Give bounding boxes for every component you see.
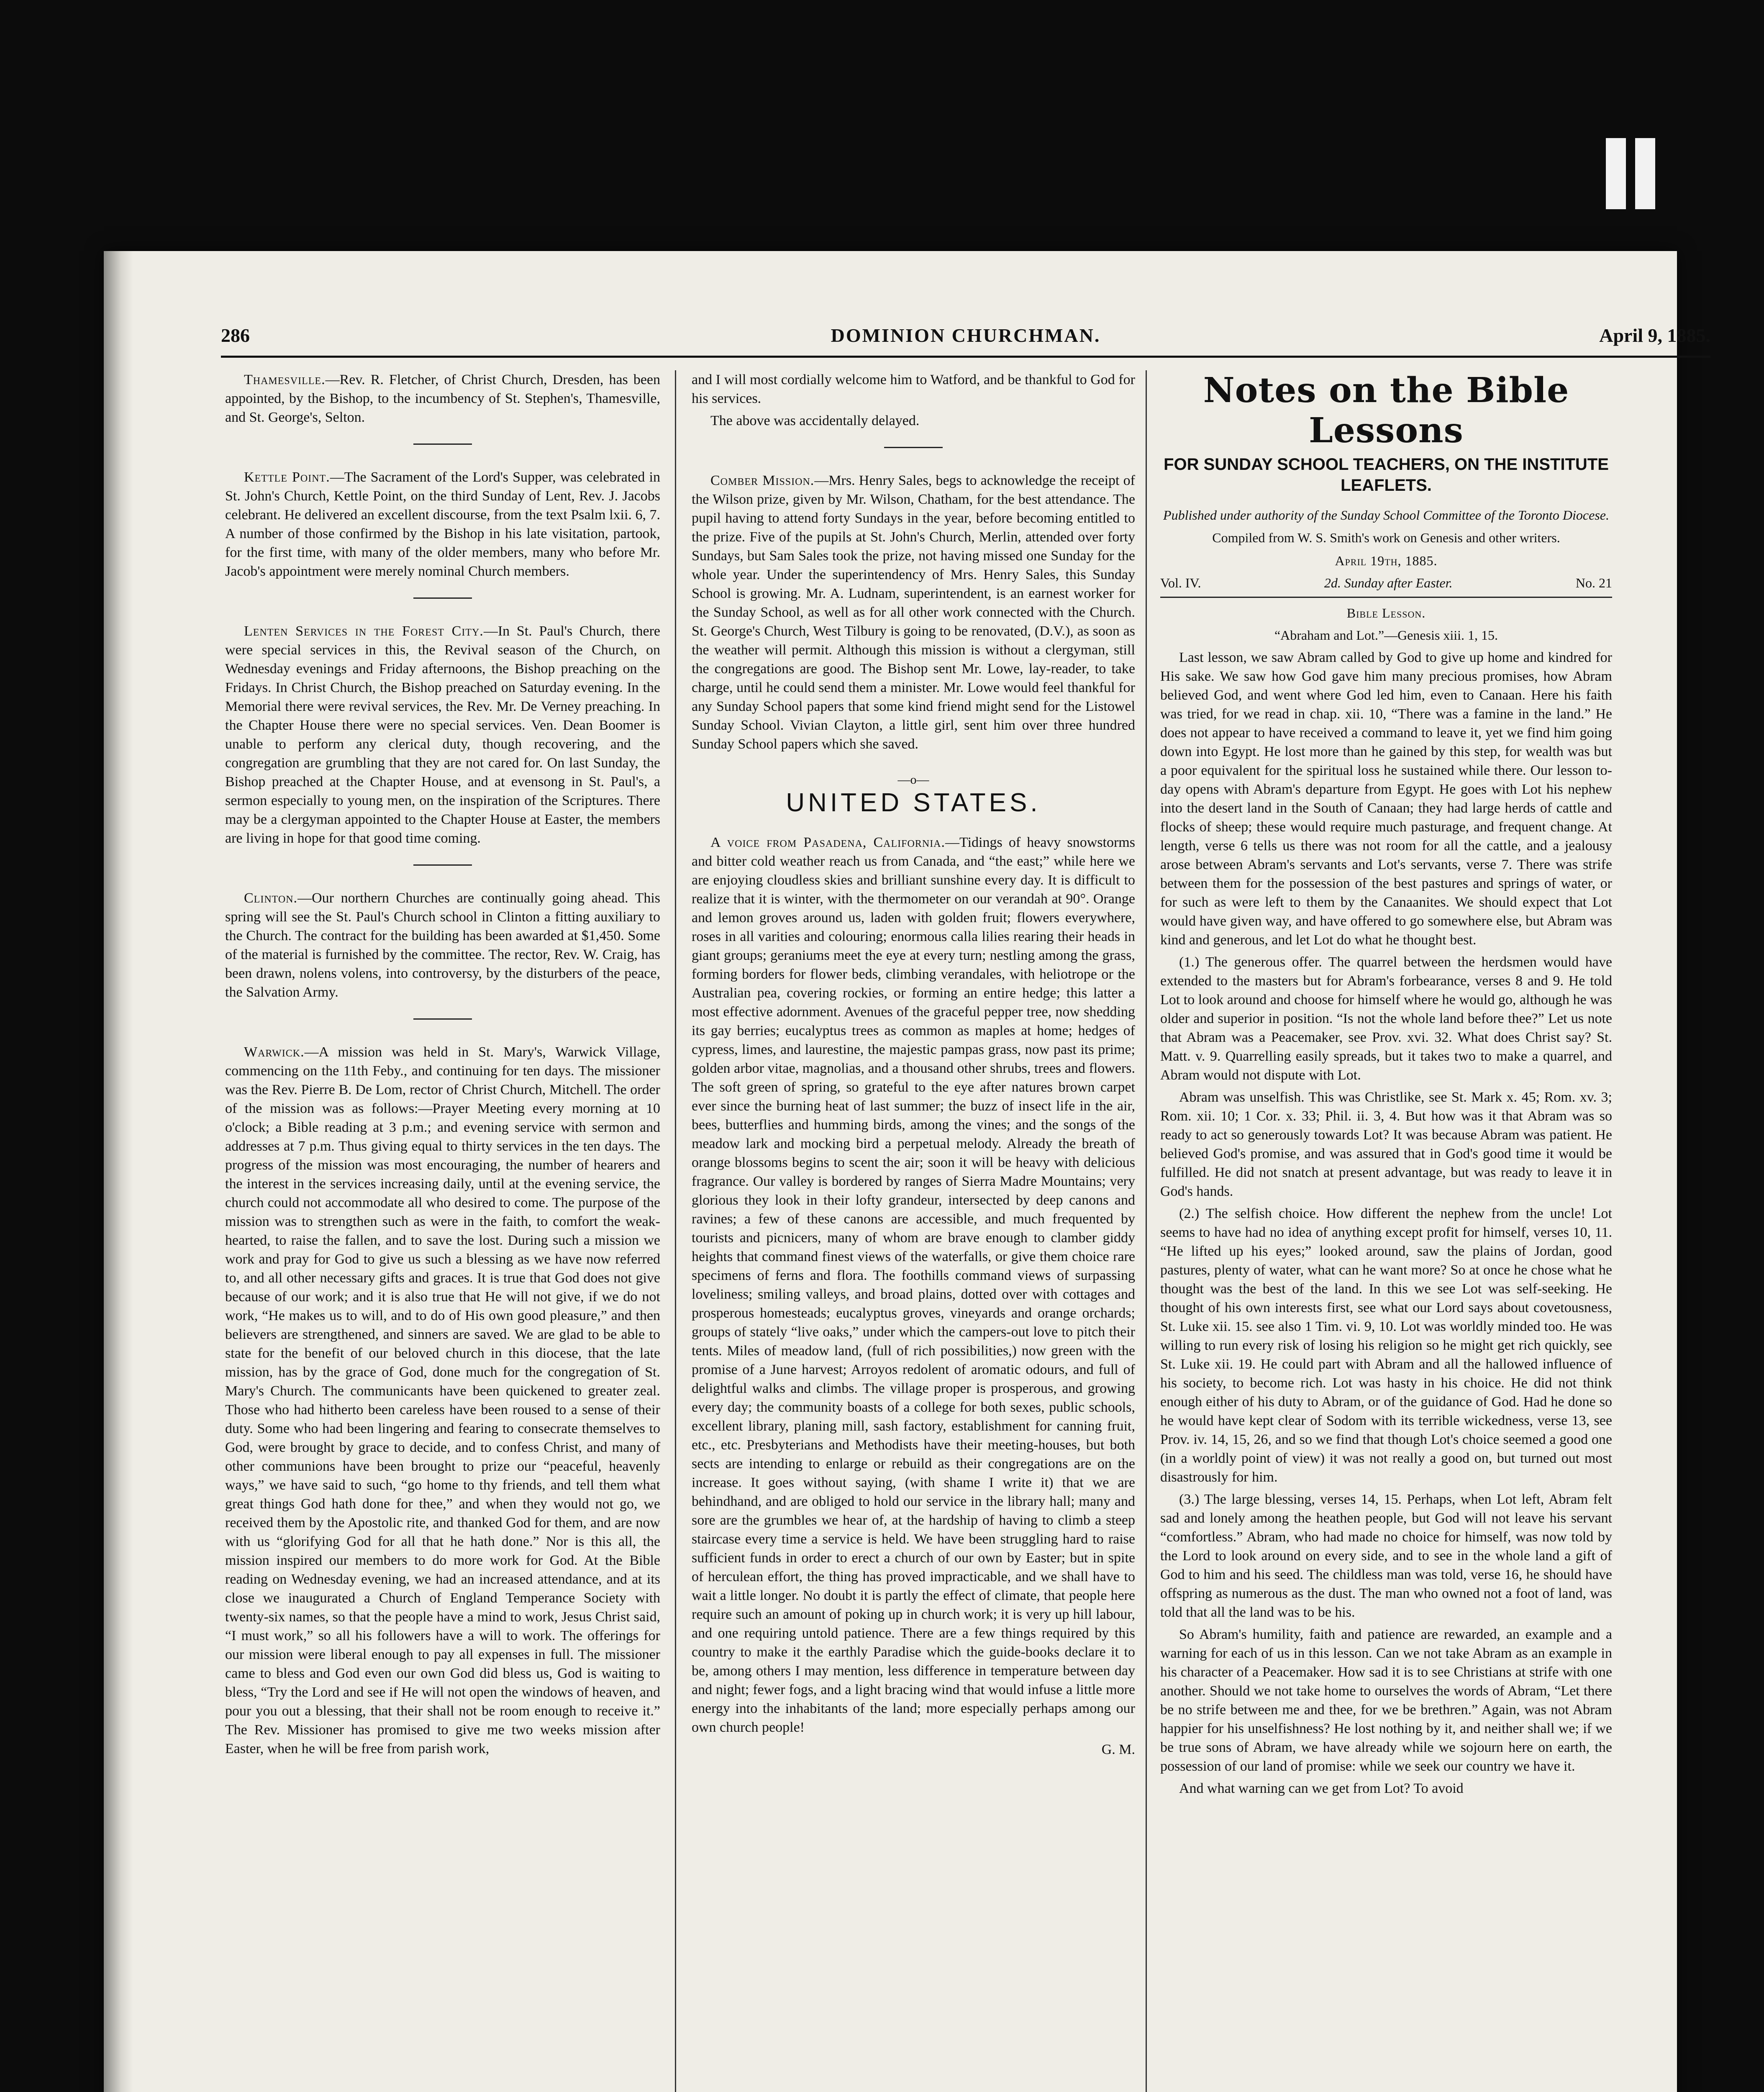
lesson-paragraph: Last lesson, we saw Abram called by God to give up home and kindred for His sake. We saw how God gave him many precious promises, how Abram believed God, and went where God led him, even to Canaan. Here his faith was tried, for we read in chap. xii. 10, “There was a famine in the land.” He does not appear to have received a command to leave it, yet we find him going down into Egypt. He lost more than he gained by this step, for wealth was but a poor equivalent for the spiritual loss he sustained while there. Our lesson to-day opens with Abram's departure from Egypt. He goes with Lot his nephew into the desert land in the South of Canaan; they had large herds of cattle and flocks of sheep; these would require much pasturage, and frequent change. At length, verse 6 tells us there was not room for all the cattle, and a jealousy arose between Abram's servants and Lot's servants, verse 7. There was strife between them for the possession of the best pastures and springs of water, or for such as were left to them by the Canaanites. We should expect that Lot would have given way, and have offered to go somewhere else, but Abram was kind and generous, and let Lot do what he thought best. <box>1160 650 1612 948</box>
article-lenten-services <box>225 622 660 848</box>
compiled-note: Compiled from W. S. Smith's work on Genesis and other writers. <box>1212 530 1560 545</box>
article-text: —Rev. R. Fletcher, of Christ Church, Dresden, has been appointed, by the Bishop, to the incumbency of St. Stephen's, Thamesville, and St. George's, Selton. <box>225 372 660 425</box>
column-1 <box>225 370 660 1775</box>
separator <box>413 444 472 445</box>
article-text: —Mrs. Henry Sales, begs to acknowledge the receipt of the Wilson prize, given by Mr. Wilson, Chatham, for the best attendance. The pupil having to attend forty Sundays in the year, before becoming entitled to the prize. Five of the pupils at St. John's Church, Merlin, attended over forty Sundays, but Sam Sales took the prize, not having missed one Sunday for the whole year. Under the superintendency of Mrs. Henry Sales, this Sunday School is growing. Mr. A. Ludnam, superintendent, is an earnest worker for the Sunday School, as well as for all other work connected with the Church. St. George's Church, West Tilbury is going to be renovated, (D.V.), as soon as the weather will permit. Although this mission is without a clergyman, still the congregations are good. The Bishop sent Mr. Lowe, lay-reader, to take charge, until he could send them a minister. Mr. Lowe would feel thankful for any Sunday School papers that some kind friend might send for the Listowel Sunday School. Vivian Clayton, a little girl, sent him over three hundred Sunday School papers which she saved. <box>692 473 1135 752</box>
film-reel-mark-top <box>1597 138 1659 209</box>
article-pasadena <box>692 833 1135 1759</box>
separator <box>413 597 472 599</box>
article-warwick <box>225 1043 660 1758</box>
issue-number: No. 21 <box>1575 575 1612 590</box>
article-kettle-point <box>225 468 660 581</box>
article-continuation: and I will most cordially welcome him to Watford, and be thankful to God for his services. <box>692 372 1135 406</box>
column-3 <box>1160 370 1612 1801</box>
volume-line <box>1160 574 1612 598</box>
publication-note-text: Published under authority of the Sunday School Committee of the Toronto Diocese. <box>1163 508 1609 523</box>
notes-title: Notes on the Bible Lessons <box>1203 370 1569 451</box>
sunday-label: 2d. Sunday after Easter. <box>1324 575 1453 590</box>
lesson-paragraph: So Abram's humility, faith and patience are rewarded, an example and a warning for each of us in this lesson. Can we not take Abram as an example in his character of a Peacemaker. How sad it is to see Christians at strife with one another. Should we not take home to ourselves the words of Abram, “Let there be no strife between me and thee, for we be brethren.” Again, was not Abram happier for his unselfishness? He lost nothing by it, and neither shall we; if we be true sons of Abram, we have already while we sojourn here on earth, the possession of our land of promise: while we seek our country we have it. <box>1160 1627 1612 1774</box>
article-head: Thamesville. <box>244 372 326 387</box>
signature: G. M. <box>1101 1742 1135 1757</box>
lesson-paragraph: And what warning can we get from Lot? To avoid <box>1179 1781 1464 1796</box>
column-divider <box>675 370 676 2092</box>
column-divider <box>1146 370 1147 2092</box>
column-2 <box>692 370 1135 1776</box>
page-header <box>221 320 1710 354</box>
article-text: —In St. Paul's Church, there were special services in this, the Revival season of the Church, on Wednesday evenings and Friday afternoons, the Bishop preaching on the Fridays. In Christ Church, the Bishop preached on Saturday evening. In the Memorial there were revival services, the Rev. Mr. De Verney preaching. In the Chapter House there were no special services. Ven. Dean Boomer is unable to perform any clerical duty, though recovering, and the congregation are grumbling that they are not cared for. On last Sunday, the Bishop preached at the Chapter House, and at evensong in St. Paul's, a sermon especially to young men, on the inspiration of the Scriptures. There may be a clergyman appointed to the Chapter House at Easter, the members are living in hope for that good time coming. <box>225 623 661 846</box>
article-text: —Our northern Churches are continually going ahead. This spring will see the St. Paul's Church school in Clinton a fitting auxiliary to the Church. The contract for the building has been awarded at $1,450. Some of the material is furnished by the committee. The rector, Rev. W. Craig, has been drawn, nolens volens, into controversy, by the disturbers of the peace, the Salvation Army. <box>225 890 660 1000</box>
separator <box>413 864 472 866</box>
publication-note <box>1160 506 1612 524</box>
article-thamesville <box>225 370 660 427</box>
notes-subtitle: FOR SUNDAY SCHOOL TEACHERS, ON THE INSTITUTE LEAFLETS. <box>1164 455 1609 495</box>
article-text: —The Sacrament of the Lord's Supper, was celebrated in St. John's Church, Kettle Point, on the third Sunday of Lent, Rev. J. Jacobs celebrant. He delivered an excellent discourse, from the text Psalm lxii. 6, 7. A number of those confirmed by the Bishop in his late visitation, partook, for the first time, with many of the older members, many who before Mr. Jacob's appointment were merely nominal Church members. <box>225 469 660 579</box>
separator <box>884 447 943 448</box>
lesson-title: “Abraham and Lot.”—Genesis xiii. 1, 15. <box>1274 628 1498 643</box>
page-number: 286 <box>221 325 250 346</box>
lesson-paragraph: (1.) The generous offer. The quarrel between the herdsmen would have extended to the masters but for Abram's forbearance, verses 8 and 9. He told Lot to look around and choose for himself where he would go, although he was older and superior in position. “Is not the whole land before thee?” Let us note that Abram was a Peacemaker, see Prov. xvi. 32. What does Christ say? St. Matt. v. 9. Quarrelling easily spreads, but it takes two to make a quarrel, and Abram would not dispute with Lot. <box>1160 954 1612 1083</box>
article-head: Lenten Services in the Forest City. <box>244 623 484 639</box>
header-rule <box>221 356 1710 358</box>
page-binding-edge <box>104 251 133 2092</box>
issue-date: April 9, 1885. <box>1599 325 1710 346</box>
article-head: Comber Mission. <box>710 473 815 488</box>
article-text: —A mission was held in St. Mary's, Warwick Village, commencing on the 11th Feby., and continuing for ten days. The missioner was the Rev. Pierre B. De Lom, rector of Christ Church, Mitchell. The order of the mission was as follows:—Prayer Meeting every morning at 10 o'clock; a Bible reading at 3 p.m.; and evening service with sermon and addresses at 7 p.m. Thus giving equal to thirty services in the ten days. The progress of the mission was most encouraging, the number of hearers and the interest in the services increasing daily, until at the evening service, the church could not accommodate all who desired to come. The purpose of the mission was to strengthen such as were in the faith, to comfort the weak-hearted, to raise the fallen, and to save the lost. During such a mission we work and pray for God to give us such a blessing as we have now referred to, and all other necessary gifts and graces. It is true that God does not give because of our work; and it is also true that He will not give, if we do not work, “He makes us to will, and to do of His own good pleasure,” and then believers are strengthened, and sinners are saved. We are glad to be able to state for the benefit of our beloved church in this diocese, that the late mission, has by the grace of God, done much for the congregation of St. Mary's Church. The communicants have been quickened to greater zeal. Those who had hitherto been careless have been roused to a sense of their duty. Some who had been lingering and fearing to consecrate themselves to God, were brought by grace to decide, and to confess Christ, and many of other communions have been brought to prize our “peaceful, heavenly ways,” we have said to such, “go home to thy friends, and tell them what great things God hath done for thee,” and when they would not go, we received them by the Apostolic rite, and thanked God for them, and are now with us “glorifying God for all that he hath done.” Nor is this all, the mission inspired our members to do more work for God. At the Bible reading on Wednesday evening, we had an increased attendance, and at its close we inaugurated a Church of England Temperance Society with twenty-six names, so that the people have a mind to work, Jesus Christ said, “I must work,” so all his followers have a will to work. The offerings for our mission were liberal enough to pay all expenses in full. The missioner came to bless and God even our own God did bless us, God is waiting to bless, “Try the Lord and see if He will not open the windows of heaven, and pour you out a blessing, that their shall not be room enough to receive it.” The Rev. Missioner has promised to give me two weeks mission after Easter, when he will be free from parish work, <box>225 1044 660 1756</box>
lesson-paragraph: (2.) The selfish choice. How different the nephew from the uncle! Lot seems to have had no idea of anything except profit for himself, verses 10, 11. “He lifted up his eyes;” looked around, saw the plains of Jordan, good pastures, plenty of water, what can he want more? So at once he chose what he thought was the best of the land. In this we see Lot was self-seeking. He thought of his own interests first, see what our Lord says about covetousness, St. Luke xii. 15. see also 1 Tim. vi. 9, 10. Lot was worldly minded too. He was willing to run every risk of losing his religion so he might get rich quickly, see St. Luke xii. 19. He could part with Abram and all the hallowed influence of his society, to become rich. Lot was hasty in his choice. He did not think enough either of his duty to Abram, or of the guidance of God. Had he done so he would have kept clear of Sodom with its terrible wickedness, verse 13, see Prov. iv. 14, 15, 26, and so we find that though Lot's choice seemed a good one (in a worldly point of view) it was not really a good on, but turned out most disastrously for him. <box>1160 1206 1612 1485</box>
article-clinton <box>225 889 660 1002</box>
article-comber-mission <box>692 471 1135 754</box>
volume: Vol. IV. <box>1160 575 1201 590</box>
lesson-date: April 19th, 1885. <box>1335 553 1438 568</box>
article-head: Warwick. <box>244 1044 305 1060</box>
editor-note: The above was accidentally delayed. <box>710 413 920 428</box>
article-text: —Tidings of heavy snowstorms and bitter cold weather reach us from Canada, and “the east;” while here we are enjoying cloudless skies and brilliant sunshine every day. It is difficult to realize that it is winter, with the thermometer on our verandah at 90°. Orange and lemon groves around us, laden with golden fruit; flowers everywhere, roses in all varities and colouring; enormous calla lilies rearing their heads in giant groups; geraniums meet the eye at every turn; nestling among the grass, forming borders for flower beds, climbing verandales, with heliotrope or the Australian pea, covering rockies, or forming an entire hedge; this latter a most effective adornment. Avenues of the graceful pepper tree, now shedding its gay berries; eucalyptus trees as common as maples at home; hedges of cypress, limes, and laurestine, the majestic pampas grass, now past its prime; golden arbor vitae, magnolias, and a thousand other shrubs, trees and flowers. The soft green of spring, so grateful to the eye after natures brown carpet ever since the burning heat of last summer; the buzz of insect life in the air, bees, butterflies and humming birds, among the vines; and the songs of the meadow lark and mocking bird a perpetual melody. Already the breath of orange blossoms begins to scent the air; soon it will be heavy with delicious fragrance. Our valley is bordered by ranges of Sierra Madre Mountains; very glorious they look in their lofty grandeur, intersected by deep canons and ravines; a few of these canons are accessible, and much frequented by tourists and picnicers, many of whom are brave enough to clamber giddy heights that command finest views of the waterfalls, or give them choice rare specimens of ferns and flora. The foothills command views of surpassing loveliness; smiling valleys, and broad plains, dotted over with cottages and prosperous homesteads; eucalyptus groves, vineyards and orange orchards; groups of stately “live oaks,” under which the campers-out love to pitch their tents. Miles of meadow land, (full of rich possibilities,) now green with the promise of a June harvest; Arroyos redolent of aromatic odours, and full of delightful walks and climbs. The village proper is prosperous, and growing every day; the community boasts of a college for both sexes, public schools, excellent library, planing mill, sash factory, establishment for canning fruit, etc., etc. Presbyterians and Methodists have their meeting-houses, but both sects are intending to enlarge or rebuild as their congregations are on the increase. It goes without saying, (with shame I write it) that we are behindhand, and are obliged to hold our service in the library hall; many and sore are the grumbles we hear of, at the hardship of having to climb a steep staircase every time a service is held. We have been struggling hard to raise sufficient funds in order to erect a church of our own by Easter; but in spite of herculean effort, the thing has proved impracticable, and we shall have to wait a little longer. No doubt it is partly the effect of climate, that people here require such an amount of poking up in church work; it is very up hill labour, and one requiring untold patience. There are a few things required by this country to make it the earthly Paradise which the guide-books declare it to be, among others I may mention, less difference in temperature between day and night; fewer fogs, and a light bracing wind that would infuse a little more energy into the inhabitants of the land; more especially perhaps among our own church people! <box>692 835 1135 1735</box>
section-title-united-states: UNITED STATES. <box>786 788 1041 817</box>
article-head: Clinton. <box>244 890 298 906</box>
lesson-label: Bible Lesson. <box>1346 605 1426 620</box>
article-head: A voice from Pasadena, California. <box>710 835 946 850</box>
newspaper-page <box>104 251 1710 2092</box>
separator <box>413 1018 472 1020</box>
lesson-paragraph: Abram was unselfish. This was Christlike, see St. Mark x. 45; Rom. xv. 3; Rom. xii. 10; 1 Cor. x. 33; Phil. ii. 3, 4. But how was it that Abram was so ready to act so generously towards Lot? It was because Abram was patient. He believed God's promise, and was assured that in God's good time it would be fulfilled. He did not snatch at present advantage, but was ready to leave it in God's hands. <box>1160 1090 1612 1199</box>
article-head: Kettle Point. <box>244 469 330 485</box>
ornament-divider: —o— <box>897 773 929 787</box>
lesson-paragraph: (3.) The large blessing, verses 14, 15. Perhaps, when Lot left, Abram felt sad and lonely among the heathen people, but God will not leave his servant “comfortless.” Abram, who had made no choice for himself, was now told by the Lord to look around on every side, and to see in the whole land a gift of God to him and his seed. The childless man was told, verse 16, he should have offspring as numerous as the dust. The man who owned not a foot of land, was told that all the land was to be his. <box>1160 1492 1612 1620</box>
masthead: DOMINION CHURCHMAN. <box>831 325 1101 346</box>
